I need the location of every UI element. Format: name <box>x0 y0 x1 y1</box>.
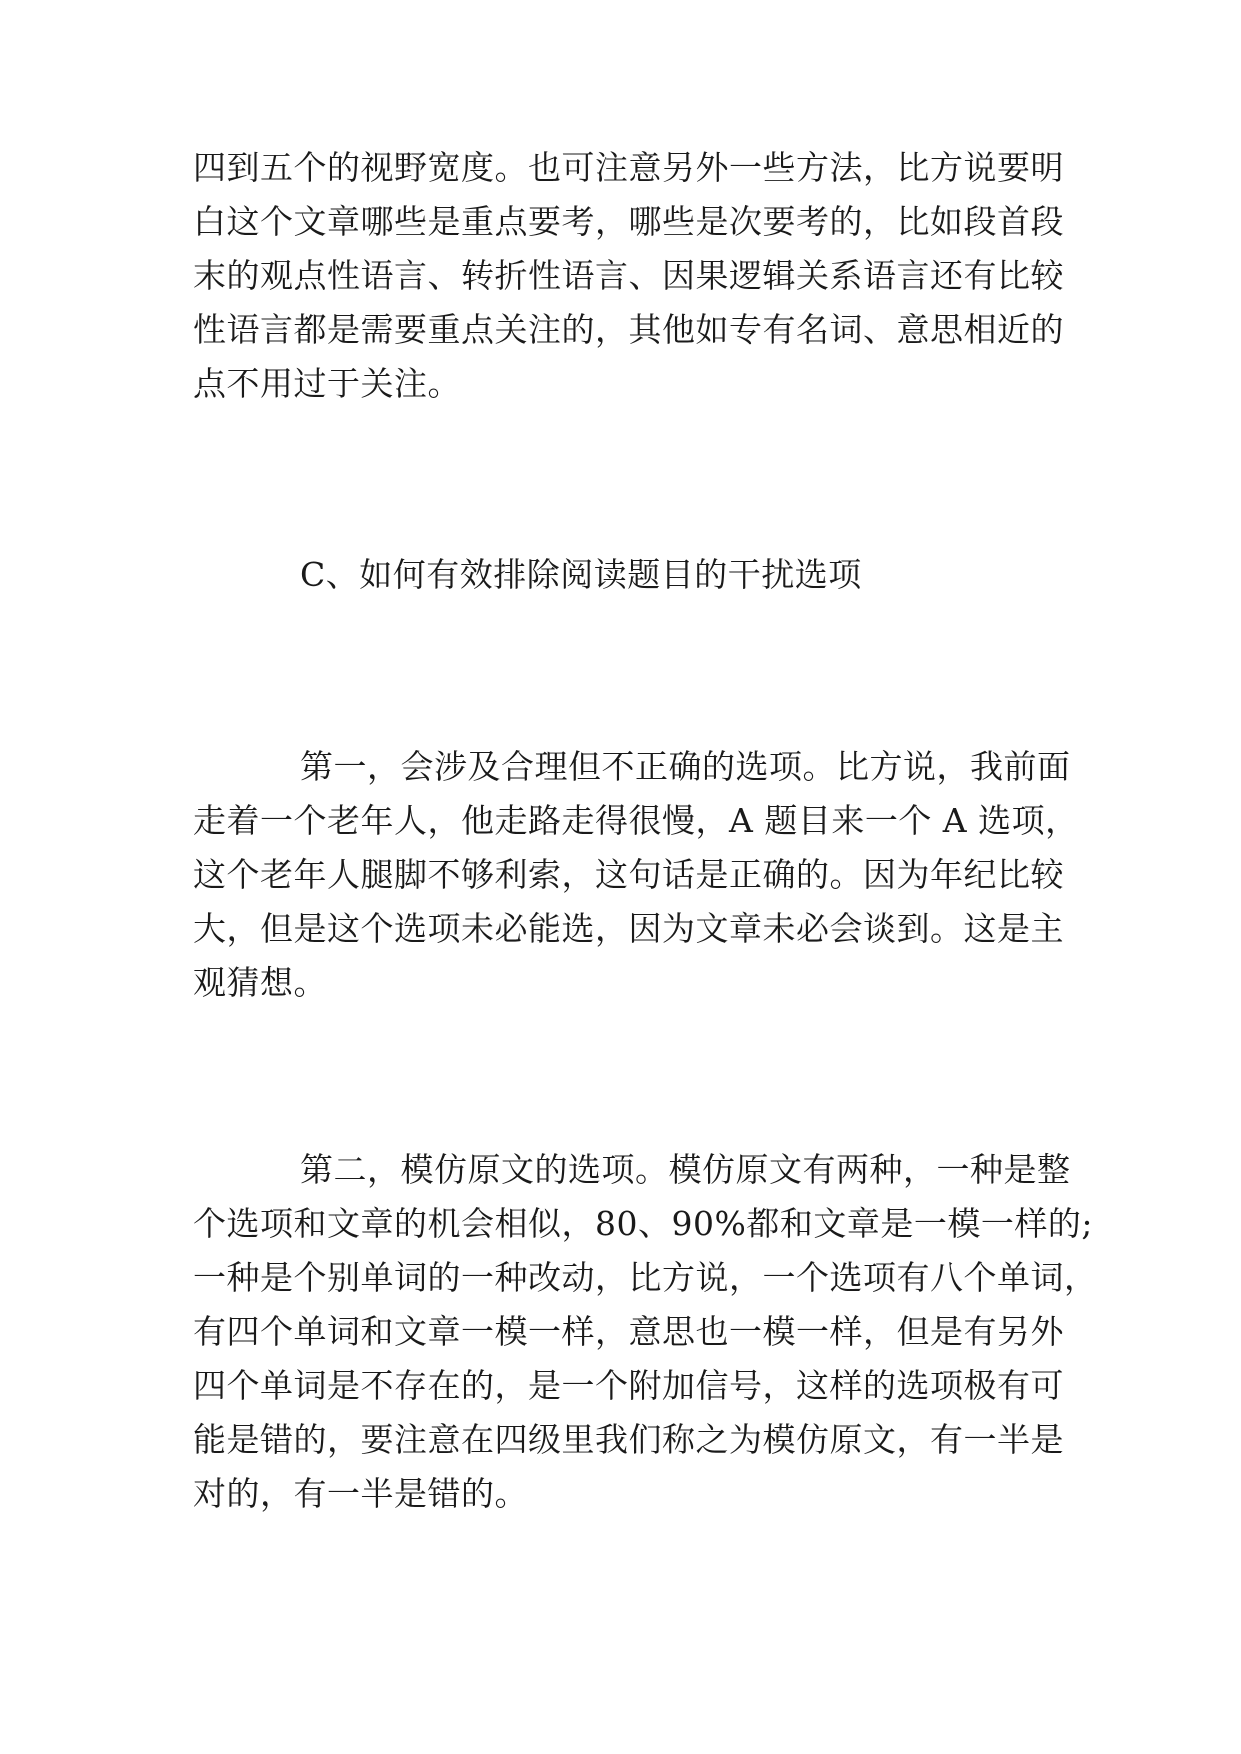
section-heading: C、如何有效排除阅读题目的干扰选项 <box>300 555 862 594</box>
paragraph-line: 第二，模仿原文的选项。模仿原文有两种，一种是整 <box>300 1150 1071 1189</box>
paragraph-line: 性语言都是需要重点关注的，其他如专有名词、意思相近的 <box>193 310 1064 349</box>
paragraph-line: 走着一个老年人，他走路走得很慢，A 题目来一个 A 选项， <box>193 801 1079 840</box>
paragraph-line: 末的观点性语言、转折性语言、因果逻辑关系语言还有比较 <box>193 256 1064 295</box>
paragraph-line: 有四个单词和文章一模一样，意思也一模一样，但是有另外 <box>193 1312 1064 1351</box>
paragraph-line: 大，但是这个选项未必能选，因为文章未必会谈到。这是主 <box>193 909 1064 948</box>
paragraph-line: 点不用过于关注。 <box>193 364 461 403</box>
paragraph-line: 白这个文章哪些是重点要考，哪些是次要考的，比如段首段 <box>193 202 1064 241</box>
paragraph-line: 第一，会涉及合理但不正确的选项。比方说，我前面 <box>300 747 1071 786</box>
paragraph-line: 观猜想。 <box>193 963 327 1002</box>
paragraph-line: 一种是个别单词的一种改动，比方说，一个选项有八个单词， <box>193 1258 1098 1297</box>
paragraph-line: 对的，有一半是错的。 <box>193 1474 528 1513</box>
paragraph-line: 个选项和文章的机会相似，80、90%都和文章是一模一样的; <box>193 1204 1093 1243</box>
paragraph-line: 这个老年人腿脚不够利索，这句话是正确的。因为年纪比较 <box>193 855 1064 894</box>
paragraph-line: 四到五个的视野宽度。也可注意另外一些方法，比方说要明 <box>193 148 1064 187</box>
paragraph-line: 四个单词是不存在的，是一个附加信号，这样的选项极有可 <box>193 1366 1064 1405</box>
paragraph-line: 能是错的，要注意在四级里我们称之为模仿原文，有一半是 <box>193 1420 1064 1459</box>
